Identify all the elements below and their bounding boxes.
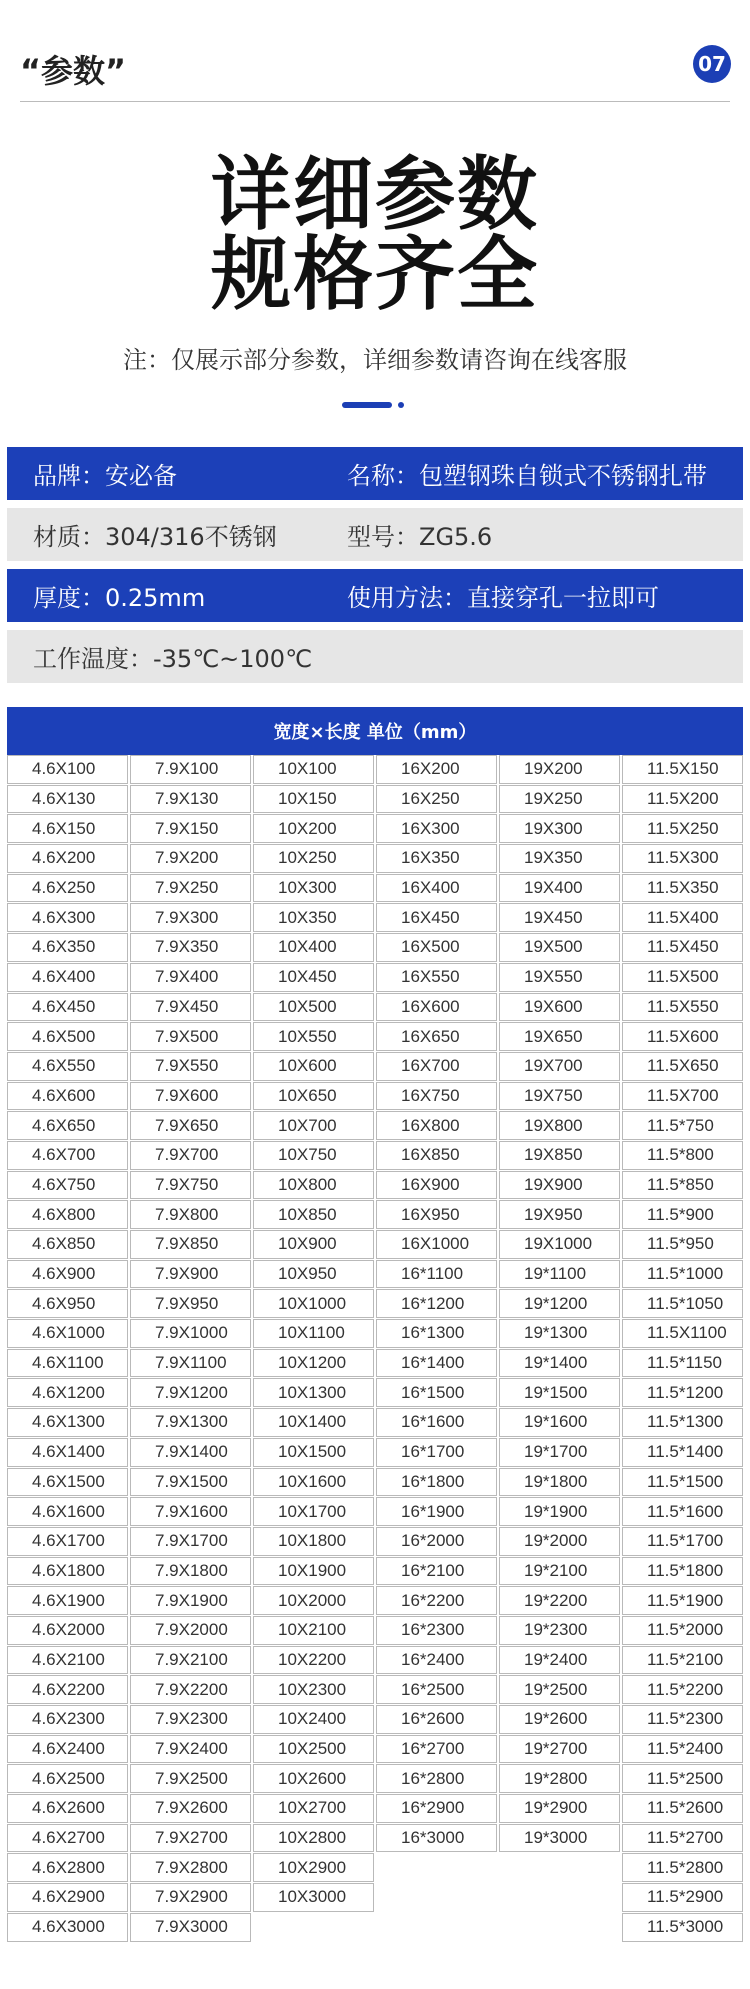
size-cell: 7.9X800 [130,1200,251,1229]
size-cell: 19X500 [499,933,620,962]
size-cell: 7.9X1400 [130,1438,251,1467]
size-cell: 10X200 [253,814,374,843]
size-cell: 4.6X1700 [7,1527,128,1556]
size-cell: 7.9X2600 [130,1794,251,1823]
size-cell: 11.5*1050 [622,1289,743,1318]
size-cell: 11.5*2300 [622,1705,743,1734]
size-cell: 4.6X1500 [7,1468,128,1497]
size-cell: 19X900 [499,1171,620,1200]
size-cell: 16*1800 [376,1468,497,1497]
size-cell: 16*1900 [376,1497,497,1526]
size-cell: 11.5*1400 [622,1438,743,1467]
size-cell: 10X1300 [253,1378,374,1407]
size-cell: 11.5X200 [622,785,743,814]
spec-name: 名称：包塑钢珠自锁式不锈钢扎带 [347,462,707,490]
spec-model: 型号：ZG5.6 [347,523,493,551]
size-cell: 11.5*1200 [622,1378,743,1407]
size-cell: 4.6X500 [7,1022,128,1051]
size-cell: 4.6X700 [7,1141,128,1170]
size-cell: 7.9X2100 [130,1646,251,1675]
size-cell: 19*2200 [499,1586,620,1615]
size-cell: 7.9X600 [130,1082,251,1111]
size-cell: 16X600 [376,993,497,1022]
size-column [499,755,620,1853]
size-cell: 19X400 [499,874,620,903]
size-cell: 16X650 [376,1022,497,1051]
size-cell: 4.6X1200 [7,1378,128,1407]
size-cell: 16*2300 [376,1616,497,1645]
size-cell: 16*2700 [376,1735,497,1764]
size-cell: 4.6X250 [7,874,128,903]
size-cell: 7.9X850 [130,1230,251,1259]
size-cell: 16X350 [376,844,497,873]
size-cell: 19X300 [499,814,620,843]
size-cell: 19X650 [499,1022,620,1051]
size-cell: 7.9X300 [130,903,251,932]
size-cell: 7.9X1900 [130,1586,251,1615]
size-cell: 4.6X2100 [7,1646,128,1675]
size-cell: 19*2600 [499,1705,620,1734]
size-cell: 7.9X2200 [130,1675,251,1704]
size-cell: 10X550 [253,1022,374,1051]
size-cell: 11.5*850 [622,1171,743,1200]
size-cell: 4.6X150 [7,814,128,843]
size-cell: 19*3000 [499,1824,620,1853]
size-cell: 10X2200 [253,1646,374,1675]
size-cell: 7.9X250 [130,874,251,903]
size-cell: 4.6X2900 [7,1883,128,1912]
size-cell: 10X1700 [253,1497,374,1526]
size-cell: 16*3000 [376,1824,497,1853]
size-cell: 7.9X550 [130,1052,251,1081]
size-cell: 10X750 [253,1141,374,1170]
size-cell: 19*1100 [499,1260,620,1289]
size-cell: 19*1200 [499,1289,620,1318]
spec-temperature: 工作温度：-35℃~100℃ [33,645,313,673]
size-cell: 19X850 [499,1141,620,1170]
accent-dot [398,402,404,408]
size-cell: 16X550 [376,963,497,992]
size-cell: 16*2900 [376,1794,497,1823]
size-cell: 19*2700 [499,1735,620,1764]
size-cell: 16*2100 [376,1557,497,1586]
size-cell: 19*1700 [499,1438,620,1467]
size-cell: 7.9X2800 [130,1853,251,1882]
size-cell: 16*1300 [376,1319,497,1348]
size-cell: 11.5X300 [622,844,743,873]
size-cell: 16*2400 [376,1646,497,1675]
size-cell: 19*1800 [499,1468,620,1497]
size-cell: 11.5*2400 [622,1735,743,1764]
size-column [376,755,497,1853]
size-cell: 7.9X2700 [130,1824,251,1853]
size-cell: 11.5X250 [622,814,743,843]
size-cell: 7.9X2300 [130,1705,251,1734]
size-cell: 4.6X600 [7,1082,128,1111]
size-cell: 11.5X600 [622,1022,743,1051]
size-cell: 4.6X2500 [7,1764,128,1793]
size-cell: 11.5X450 [622,933,743,962]
size-cell: 7.9X150 [130,814,251,843]
size-cell: 11.5X650 [622,1052,743,1081]
size-cell: 10X1900 [253,1557,374,1586]
size-cell: 11.5X150 [622,755,743,784]
size-column [7,755,128,1943]
size-cell: 16*2000 [376,1527,497,1556]
size-cell: 4.6X2600 [7,1794,128,1823]
size-cell: 10X2000 [253,1586,374,1615]
size-cell: 4.6X2800 [7,1853,128,1882]
size-cell: 19*2800 [499,1764,620,1793]
size-cell: 16*2200 [376,1586,497,1615]
size-cell: 7.9X2400 [130,1735,251,1764]
size-cell: 16X300 [376,814,497,843]
size-cell: 16X900 [376,1171,497,1200]
size-cell: 16X700 [376,1052,497,1081]
size-cell: 16X850 [376,1141,497,1170]
size-cell: 7.9X950 [130,1289,251,1318]
size-cell: 7.9X900 [130,1260,251,1289]
size-cell: 16*2800 [376,1764,497,1793]
size-cell: 19*2400 [499,1646,620,1675]
size-cell: 11.5*750 [622,1111,743,1140]
size-cell: 7.9X750 [130,1171,251,1200]
size-cell: 19X950 [499,1200,620,1229]
size-cell: 16X400 [376,874,497,903]
size-cell: 7.9X100 [130,755,251,784]
size-cell: 4.6X1800 [7,1557,128,1586]
size-cell: 11.5*950 [622,1230,743,1259]
size-cell: 7.9X1100 [130,1349,251,1378]
size-cell: 10X250 [253,844,374,873]
spec-usage: 使用方法：直接穿孔一拉即可 [347,584,659,612]
size-cell: 7.9X2500 [130,1764,251,1793]
size-table-header: 宽度×长度 单位（mm） [7,707,743,755]
size-cell: 4.6X450 [7,993,128,1022]
size-cell: 19X550 [499,963,620,992]
size-cell: 10X350 [253,903,374,932]
size-cell: 19X200 [499,755,620,784]
size-cell: 16X800 [376,1111,497,1140]
size-cell: 11.5*2000 [622,1616,743,1645]
size-cell: 16X450 [376,903,497,932]
size-cell: 7.9X350 [130,933,251,962]
size-cell: 16X750 [376,1082,497,1111]
size-cell: 7.9X450 [130,993,251,1022]
size-cell: 19*2300 [499,1616,620,1645]
size-cell: 4.6X650 [7,1111,128,1140]
spec-row-thickness [7,569,743,622]
size-cell: 10X2500 [253,1735,374,1764]
size-cell: 19X700 [499,1052,620,1081]
size-cell: 19X600 [499,993,620,1022]
size-cell: 19X250 [499,785,620,814]
size-cell: 11.5*3000 [622,1913,743,1942]
note-text: 注：仅展示部分参数，详细参数请咨询在线客服 [123,346,627,374]
size-cell: 11.5*1150 [622,1349,743,1378]
size-cell: 11.5*1300 [622,1408,743,1437]
size-cell: 11.5*2500 [622,1764,743,1793]
size-cell: 7.9X400 [130,963,251,992]
size-cell: 7.9X1700 [130,1527,251,1556]
size-cell: 16*1600 [376,1408,497,1437]
spec-row-material [7,508,743,561]
size-cell: 10X1100 [253,1319,374,1348]
size-cell: 10X500 [253,993,374,1022]
size-cell: 4.6X2700 [7,1824,128,1853]
size-cell: 10X600 [253,1052,374,1081]
size-cell: 4.6X2400 [7,1735,128,1764]
size-cell: 16X950 [376,1200,497,1229]
size-cell: 10X100 [253,755,374,784]
size-cell: 4.6X1000 [7,1319,128,1348]
size-cell: 11.5X350 [622,874,743,903]
size-cell: 19X800 [499,1111,620,1140]
size-cell: 19X350 [499,844,620,873]
size-cell: 10X800 [253,1171,374,1200]
size-cell: 10X850 [253,1200,374,1229]
size-cell: 19*1400 [499,1349,620,1378]
size-cell: 7.9X3000 [130,1913,251,1942]
size-cell: 19X1000 [499,1230,620,1259]
size-cell: 7.9X650 [130,1111,251,1140]
hero-title-line-1: 详细参数 [211,148,539,241]
size-cell: 7.9X700 [130,1141,251,1170]
size-cell: 11.5X700 [622,1082,743,1111]
size-cell: 11.5X400 [622,903,743,932]
size-cell: 10X1200 [253,1349,374,1378]
size-cell: 10X1000 [253,1289,374,1318]
size-cell: 19*1900 [499,1497,620,1526]
spec-row-brand [7,447,743,500]
size-cell: 10X2900 [253,1853,374,1882]
size-cell: 11.5X1100 [622,1319,743,1348]
size-cell: 19*2100 [499,1557,620,1586]
size-cell: 10X1500 [253,1438,374,1467]
spec-brand: 品牌：安必备 [33,462,177,490]
size-cell: 4.6X350 [7,933,128,962]
size-cell: 7.9X1200 [130,1378,251,1407]
size-cell: 11.5X550 [622,993,743,1022]
size-cell: 16X250 [376,785,497,814]
size-cell: 4.6X750 [7,1171,128,1200]
size-cell: 7.9X1800 [130,1557,251,1586]
size-cell: 10X900 [253,1230,374,1259]
header-divider [20,101,730,102]
size-cell: 11.5X500 [622,963,743,992]
size-column [130,755,251,1943]
size-cell: 4.6X2000 [7,1616,128,1645]
size-cell: 4.6X950 [7,1289,128,1318]
size-cell: 11.5*2700 [622,1824,743,1853]
size-cell: 11.5*1700 [622,1527,743,1556]
size-cell: 4.6X850 [7,1230,128,1259]
size-cell: 7.9X130 [130,785,251,814]
size-cell: 10X1600 [253,1468,374,1497]
size-column [622,755,743,1943]
size-cell: 7.9X2900 [130,1883,251,1912]
size-cell: 10X2600 [253,1764,374,1793]
size-cell: 10X2700 [253,1794,374,1823]
size-cell: 19*2000 [499,1527,620,1556]
size-cell: 10X400 [253,933,374,962]
size-cell: 11.5*2900 [622,1883,743,1912]
size-cell: 7.9X2000 [130,1616,251,1645]
size-cell: 7.9X1000 [130,1319,251,1348]
section-badge: 07 [693,45,731,83]
size-cell: 16*2500 [376,1675,497,1704]
size-cell: 10X1800 [253,1527,374,1556]
size-cell: 7.9X500 [130,1022,251,1051]
size-cell: 10X950 [253,1260,374,1289]
size-cell: 16*1200 [376,1289,497,1318]
size-cell: 4.6X900 [7,1260,128,1289]
size-cell: 11.5*1000 [622,1260,743,1289]
size-cell: 7.9X200 [130,844,251,873]
size-cell: 11.5*2100 [622,1646,743,1675]
size-cell: 7.9X1600 [130,1497,251,1526]
size-cell: 16X200 [376,755,497,784]
size-cell: 11.5*1600 [622,1497,743,1526]
section-title: “参数” [20,52,127,90]
spec-material: 材质：304/316不锈钢 [33,523,277,551]
size-cell: 4.6X800 [7,1200,128,1229]
size-cell: 10X2300 [253,1675,374,1704]
size-cell: 16*1400 [376,1349,497,1378]
size-column [253,755,374,1913]
size-cell: 10X1400 [253,1408,374,1437]
size-cell: 16X1000 [376,1230,497,1259]
size-cell: 4.6X550 [7,1052,128,1081]
size-cell: 10X2100 [253,1616,374,1645]
size-cell: 4.6X130 [7,785,128,814]
size-cell: 11.5*900 [622,1200,743,1229]
size-cell: 11.5*1500 [622,1468,743,1497]
size-cell: 4.6X2200 [7,1675,128,1704]
size-cell: 16X500 [376,933,497,962]
size-cell: 19X750 [499,1082,620,1111]
size-cell: 11.5*2800 [622,1853,743,1882]
size-cell: 10X2800 [253,1824,374,1853]
size-cell: 4.6X1900 [7,1586,128,1615]
size-cell: 16*1700 [376,1438,497,1467]
size-cell: 10X650 [253,1082,374,1111]
size-cell: 11.5*2600 [622,1794,743,1823]
size-cell: 4.6X100 [7,755,128,784]
size-cell: 11.5*800 [622,1141,743,1170]
spec-row-temperature [7,630,743,683]
size-cell: 7.9X1500 [130,1468,251,1497]
size-cell: 16*1100 [376,1260,497,1289]
size-cell: 4.6X1400 [7,1438,128,1467]
size-cell: 10X450 [253,963,374,992]
size-cell: 10X3000 [253,1883,374,1912]
size-cell: 4.6X1600 [7,1497,128,1526]
size-cell: 19*1500 [499,1378,620,1407]
size-cell: 16*2600 [376,1705,497,1734]
hero-title-line-2: 规格齐全 [211,228,539,321]
size-cell: 4.6X300 [7,903,128,932]
size-cell: 4.6X2300 [7,1705,128,1734]
size-cell: 4.6X1100 [7,1349,128,1378]
size-cell: 19*1300 [499,1319,620,1348]
size-cell: 10X300 [253,874,374,903]
size-cell: 4.6X1300 [7,1408,128,1437]
size-cell: 11.5*1900 [622,1586,743,1615]
size-cell: 7.9X1300 [130,1408,251,1437]
size-cell: 10X2400 [253,1705,374,1734]
accent-bar [342,402,392,408]
size-cell: 19*2500 [499,1675,620,1704]
size-cell: 19X450 [499,903,620,932]
size-cell: 4.6X400 [7,963,128,992]
size-cell: 19*1600 [499,1408,620,1437]
spec-thickness: 厚度：0.25mm [33,584,206,612]
size-cell: 11.5*2200 [622,1675,743,1704]
size-cell: 4.6X3000 [7,1913,128,1942]
size-cell: 10X150 [253,785,374,814]
size-cell: 19*2900 [499,1794,620,1823]
size-cell: 11.5*1800 [622,1557,743,1586]
size-cell: 10X700 [253,1111,374,1140]
size-cell: 16*1500 [376,1378,497,1407]
size-cell: 4.6X200 [7,844,128,873]
